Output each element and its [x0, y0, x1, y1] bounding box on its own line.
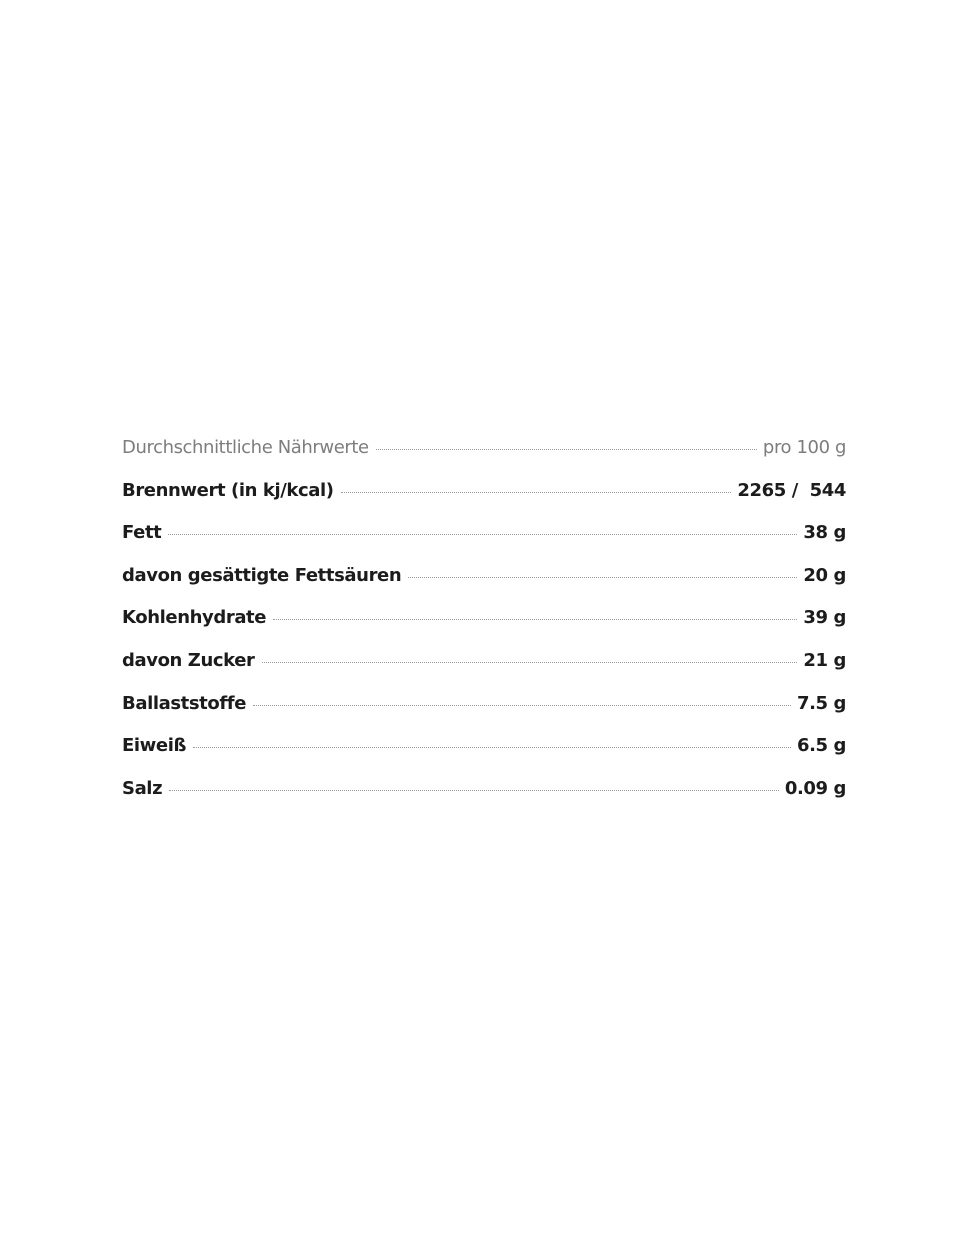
nutrient-value: 2265 / 544 — [737, 479, 846, 501]
nutrient-value: 6.5 g — [796, 735, 846, 757]
dotted-leader — [341, 492, 732, 493]
nutrient-label: Ballaststoffe — [122, 692, 247, 714]
header-value: pro 100 g — [762, 437, 846, 458]
dotted-leader — [193, 747, 791, 748]
dotted-leader — [408, 577, 797, 578]
nutrition-row-eiweiss — [122, 735, 846, 778]
nutrition-row-gesaettigte-fettsaeuren — [122, 565, 846, 608]
nutrient-value: 39 g — [803, 607, 846, 629]
nutrient-value: 7.5 g — [796, 692, 846, 714]
dotted-leader — [376, 449, 757, 450]
nutrient-label: Fett — [122, 522, 162, 544]
nutrient-value: 38 g — [803, 522, 846, 544]
dotted-leader — [169, 790, 779, 791]
dotted-leader — [253, 705, 791, 706]
nutrient-value: 0.09 g — [784, 777, 846, 799]
nutrition-row-kohlenhydrate — [122, 607, 846, 650]
nutrition-row-zucker — [122, 650, 846, 693]
nutrition-row-brennwert — [122, 480, 846, 523]
nutrition-row-salz — [122, 778, 846, 821]
nutrition-table — [122, 437, 846, 820]
nutrient-label: Brennwert (in kj/kcal) — [122, 479, 334, 501]
dotted-leader — [273, 619, 797, 620]
nutrition-row-fett — [122, 522, 846, 565]
nutrient-label: davon gesättigte Fettsäuren — [122, 564, 402, 586]
header-label: Durchschnittliche Nährwerte — [122, 437, 369, 458]
dotted-leader — [168, 534, 797, 535]
nutrition-header-row — [122, 437, 846, 480]
nutrient-label: Kohlenhydrate — [122, 607, 267, 629]
nutrient-label: Eiweiß — [122, 735, 187, 757]
nutrition-row-ballaststoffe — [122, 693, 846, 736]
dotted-leader — [262, 662, 798, 663]
nutrient-label: davon Zucker — [122, 649, 255, 671]
nutrient-value: 20 g — [803, 564, 846, 586]
nutrient-label: Salz — [122, 777, 163, 799]
nutrient-value: 21 g — [803, 649, 846, 671]
